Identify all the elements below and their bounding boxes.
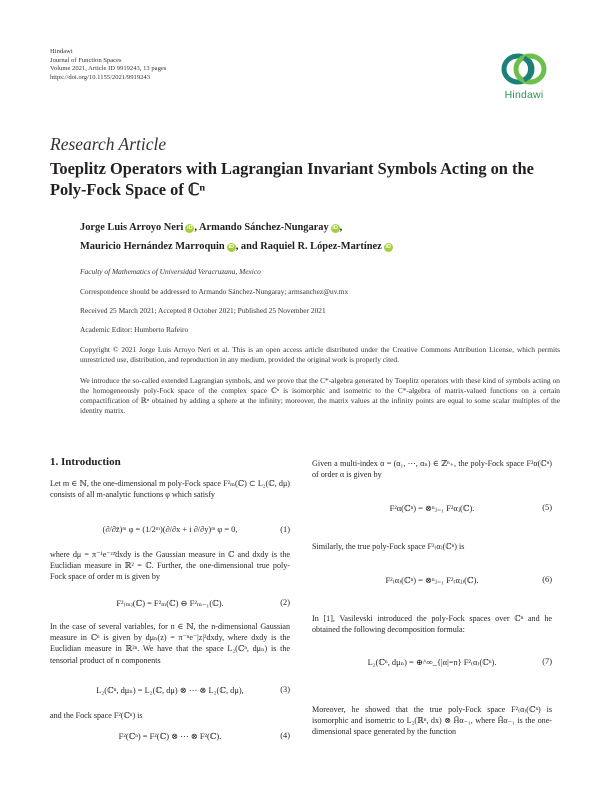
equation-expression: L₂(ℂⁿ, dμₙ) = ⊕^∞_{|α|=n} F²₍α₎(ℂⁿ). <box>367 658 497 667</box>
paragraph: In [1], Vasilevski introduced the poly-Fock spaces over ℂⁿ and he obtained the following decomposition formula: <box>312 614 552 635</box>
equation-number: (1) <box>280 525 290 534</box>
orcid-icon[interactable]: iD <box>228 244 234 250</box>
article-dates: Received 25 March 2021; Accepted 8 October 2021; Published 25 November 2021 <box>80 306 326 315</box>
equation-expression: F²α(ℂⁿ) = ⊗ⁿⱼ₌₁ F²αⱼ(ℂ). <box>389 504 475 513</box>
equation-expression: (∂/∂z̄)ᵐ φ = (1/2ᵐ)(∂/∂x + i ∂/∂y)ᵐ φ = 0, <box>102 525 238 534</box>
author-list <box>80 218 560 256</box>
equation-number: (3) <box>280 685 290 694</box>
paragraph: Given a multi-index α = (α₁, ⋯, αₙ) ∈ ℤⁿ₊, the poly-Fock space F²α(ℂⁿ) of order α is given by <box>312 459 552 480</box>
equation-1 <box>50 525 290 539</box>
orcid-icon[interactable]: iD <box>187 225 193 231</box>
equation-expression: F²₍α₎(ℂⁿ) = ⊗ⁿⱼ₌₁ F²₍αⱼ₎(ℂ). <box>385 576 479 585</box>
paragraph: In the case of several variables, for n ∈ ℕ, the n-dimensional Gaussian measure in ℂⁿ is given by dμₙ(z) = π⁻ⁿe⁻|z|²dxdy, where dxdy is the Euclidian measure in ℝ²ⁿ. We have that the space L₂(ℂⁿ, dμₙ) is the tensorial product of n components <box>50 622 290 665</box>
equation-3 <box>50 685 290 699</box>
equation-expression: L₂(ℂⁿ, dμₙ) = L₂(ℂ, dμ) ⊗ ⋯ ⊗ L₂(ℂ, dμ), <box>96 686 244 695</box>
affiliation: Faculty of Mathematics of Universidad Veracruzana, Mexico <box>80 267 261 276</box>
journal-meta <box>50 48 166 82</box>
correspondence: Correspondence should be addressed to Armando Sánchez-Nungaray; armsanchez@uv.mx <box>80 287 349 296</box>
equation-2 <box>50 598 290 612</box>
copyright-notice: Copyright © 2021 Jorge Luis Arroyo Neri et al. This is an open access article distributed under the Creative Commons Attribution License, which permits unrestricted use, distribution, and reproduction in any medium, provided the original work is properly cited. <box>80 345 560 364</box>
publisher-name: Hindawi <box>50 48 73 55</box>
paragraph: where dμ = π⁻¹e⁻ᶻᶻ̄dxdy is the Gaussian measure in ℂ and dxdy is the Euclidian measure in ℝ² = ℂ. Further, the one-dimensional true poly-Fock space of order m is given by <box>50 550 290 582</box>
orcid-icon[interactable]: iD <box>385 244 391 250</box>
abstract: We introduce the so-called extended Lagrangian symbols, and we prove that the C*-algebra generated by Toeplitz operators with these kind of symbols acting on the homogeneously poly-Fock space of the complex space ℂⁿ is isomorphic and isometric to the C*-algebra of matrix-valued functions on a certain compactification of ℝⁿ obtained by adding a sphere at the infinity; moreover, the matrix values at the infinity points are equal to some scalar multiples of the identity matrix. <box>80 376 560 415</box>
equation-number: (4) <box>280 731 290 740</box>
academic-editor: Academic Editor: Humberto Rafeiro <box>80 325 189 334</box>
section-heading: 1. Introduction <box>50 456 121 468</box>
doi-link[interactable]: https://doi.org/10.1155/2021/9919243 <box>50 73 151 81</box>
author-separator: , and <box>235 241 261 252</box>
article-type: Research Article <box>50 134 167 154</box>
equation-expression: F²₍ₘ₎(ℂ) = F²ₘ(ℂ) ⊖ F²ₘ₋₁(ℂ). <box>116 599 224 608</box>
author-name[interactable]: Raquiel R. López-Martínez <box>260 241 382 252</box>
hindawi-logo[interactable] <box>496 50 552 101</box>
author-name[interactable]: Armando Sánchez-Nungaray <box>199 222 329 233</box>
author-separator: , <box>339 222 343 233</box>
author-name[interactable]: Jorge Luis Arroyo Neri <box>80 222 184 233</box>
hindawi-logo-text: Hindawi <box>504 89 544 101</box>
paragraph: and the Fock space F²(ℂⁿ) is <box>50 711 143 720</box>
journal-name: Journal of Function Spaces <box>50 56 122 64</box>
equation-number: (7) <box>542 657 552 666</box>
paragraph: Let m ∈ ℕ, the one-dimensional m poly-Fock space F²ₘ(ℂ) ⊂ L₂(ℂ, dμ) consists of all m-analytic functions φ which satisfy <box>50 479 290 500</box>
volume-line: Volume 2021, Article ID 9919243, 13 pages <box>50 65 167 73</box>
equation-number: (2) <box>280 598 290 607</box>
orcid-icon[interactable]: iD <box>332 225 338 231</box>
equation-6 <box>312 575 552 589</box>
equation-4 <box>50 731 290 745</box>
paragraph: Moreover, he showed that the true poly-Fock space F²₍α₎(ℂⁿ) is isomorphic and isometric to L₂(ℝⁿ, dx) ⊗ H̃α₋₁, where H̃α₋₁ is the one-dimensional space generated by the function <box>312 705 552 737</box>
equation-number: (6) <box>542 575 552 584</box>
author-separator: , <box>194 222 200 233</box>
equation-7 <box>312 657 552 671</box>
paragraph: Similarly, the true poly-Fock space F²₍α₎(ℂⁿ) is <box>312 542 465 551</box>
equation-number: (5) <box>542 503 552 512</box>
equation-5 <box>312 503 552 517</box>
author-name[interactable]: Mauricio Hernández Marroquin <box>80 241 225 252</box>
hindawi-rings-icon <box>498 50 550 88</box>
equation-expression: F²(ℂⁿ) = F²(ℂ) ⊗ ⋯ ⊗ F²(ℂ). <box>118 732 222 741</box>
article-title: Toeplitz Operators with Lagrangian Invariant Symbols Acting on the Poly-Fock Space of ℂⁿ <box>50 159 534 199</box>
